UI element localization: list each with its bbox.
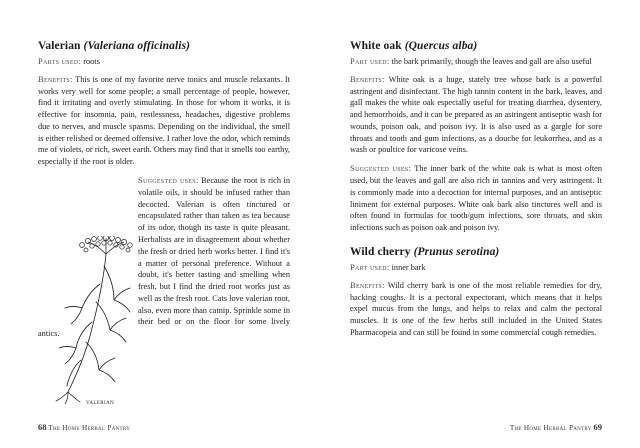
benefits-label: Benefits: [350,73,385,84]
parts-used-label: Part used: [350,56,390,66]
benefits-field [350,73,602,156]
parts-used-label: Part used: [350,261,390,272]
suggested-uses-field [350,162,602,234]
suggested-uses-text: Because the root is rich in volatile oils, it should be infused rather than decocted. Valerian is often tinctured or encapsulated rather than taken as tea because of its odor, though its taste is quite pleasant. Herbalists are in disagreement about whether the fresh or dried herb works better. I find it's a matter of personal preference. Without a doubt, it's better tasting and smelling when fresh, but I find the dried root works just as well as the fresh root. Cats love valerian root, also, even more than catnip. Sprinkle some in their bed or on the floor for some lively antics. [38,176,290,339]
herb-latin-name: (Quercus alba) [404,40,478,52]
benefits-label: Benefits: [38,73,73,84]
illustration-caption: valerian [86,398,115,406]
benefits-text: This is one of my favorite nerve tonics and muscle relaxants. It works very well for some people; a small percentage of people, however, find it irritating and overly stimulating. In those for whom it works, it is effective for insomnia, pain, restlessness, headaches, digestive problems due to nerves, and muscle spasms. Depending on the individual, the smell is either relished or deemed offensive. I rather love the odor, which reminds me of violets, or rich, sweet earth. Others may find that it smells too earthy, especially if the root is older. [38,74,290,167]
parts-used-text: the bark primarily, though the leaves and gall are also useful [391,57,592,66]
benefits-label: Benefits: [350,279,385,290]
right-page-number: 69 [593,422,602,432]
entry-valerian [38,40,290,340]
left-page-footer [38,422,130,432]
parts-used-text: roots [83,57,100,66]
herb-common-name: Valerian [38,40,81,52]
parts-used-field [350,55,602,68]
suggested-uses-label: Suggested uses: [350,163,412,174]
parts-used-text: inner bark [391,262,426,272]
benefits-field [350,279,602,339]
benefits-text: Wild cherry bark is one of the most reliable remedies for dry, hacking coughs. It is a pectoral expectorant, which means that it helps expel mucus from the lungs, and helps to relax and calm the pectoral muscles. It is one of the few herbs still included in the United States Pharmacopeia and can still be found in some commercial cough remedies. [350,280,602,337]
left-page-number: 68 [38,422,47,432]
herb-common-name: Wild cherry [350,245,411,258]
herb-name-valerian [38,40,290,52]
parts-used-field [38,55,290,68]
herb-name-white-oak [350,40,602,52]
parts-used-label: Parts used: [38,56,82,66]
suggested-uses-label: Suggested uses: [138,175,199,186]
entry-wild-cherry [350,246,602,339]
left-footer-title: The Home Herbal Pantry [48,424,131,432]
herb-latin-name: (Valeriana officinalis) [83,40,191,52]
herb-latin-name: (Prunus serotina) [413,245,500,258]
entry-white-oak [350,40,602,234]
right-footer-title: The Home Herbal Pantry [509,424,592,432]
right-page-footer [510,422,602,432]
parts-used-field [350,261,602,274]
herb-name-wild-cherry [350,246,602,258]
benefits-field [38,73,290,168]
right-page [320,0,640,448]
benefits-text: White oak is a huge, stately tree whose bark is a powerful astringent and disinfectant. The high tannin content in the bark, leaves, and gall makes the white oak especially useful for treating diarrhea, dysentery, and hemorrhoids, and it can be prepared as an astringent antiseptic wash for wounds, poison oak, and poison ivy. It is also used as a gargle for sore throats and tooth and gum infections, as a douche for leukorrhea, and as a wash or poultice for varicose veins. [350,74,602,155]
suggested-uses-text: The inner bark of the white oak is what is most often used, but the leaves and gall are also rich in tannins and very astringent. It is commonly made into a decoction for internal purposes, and an antiseptic liniment for external purposes. White oak bark also tinctures well and is often found in formulas for tooth/gum infections, sore throats, and skin infections such as poison oak and poison ivy. [350,164,602,233]
illustration-wrap-box [38,176,130,326]
herb-common-name: White oak [350,40,402,52]
